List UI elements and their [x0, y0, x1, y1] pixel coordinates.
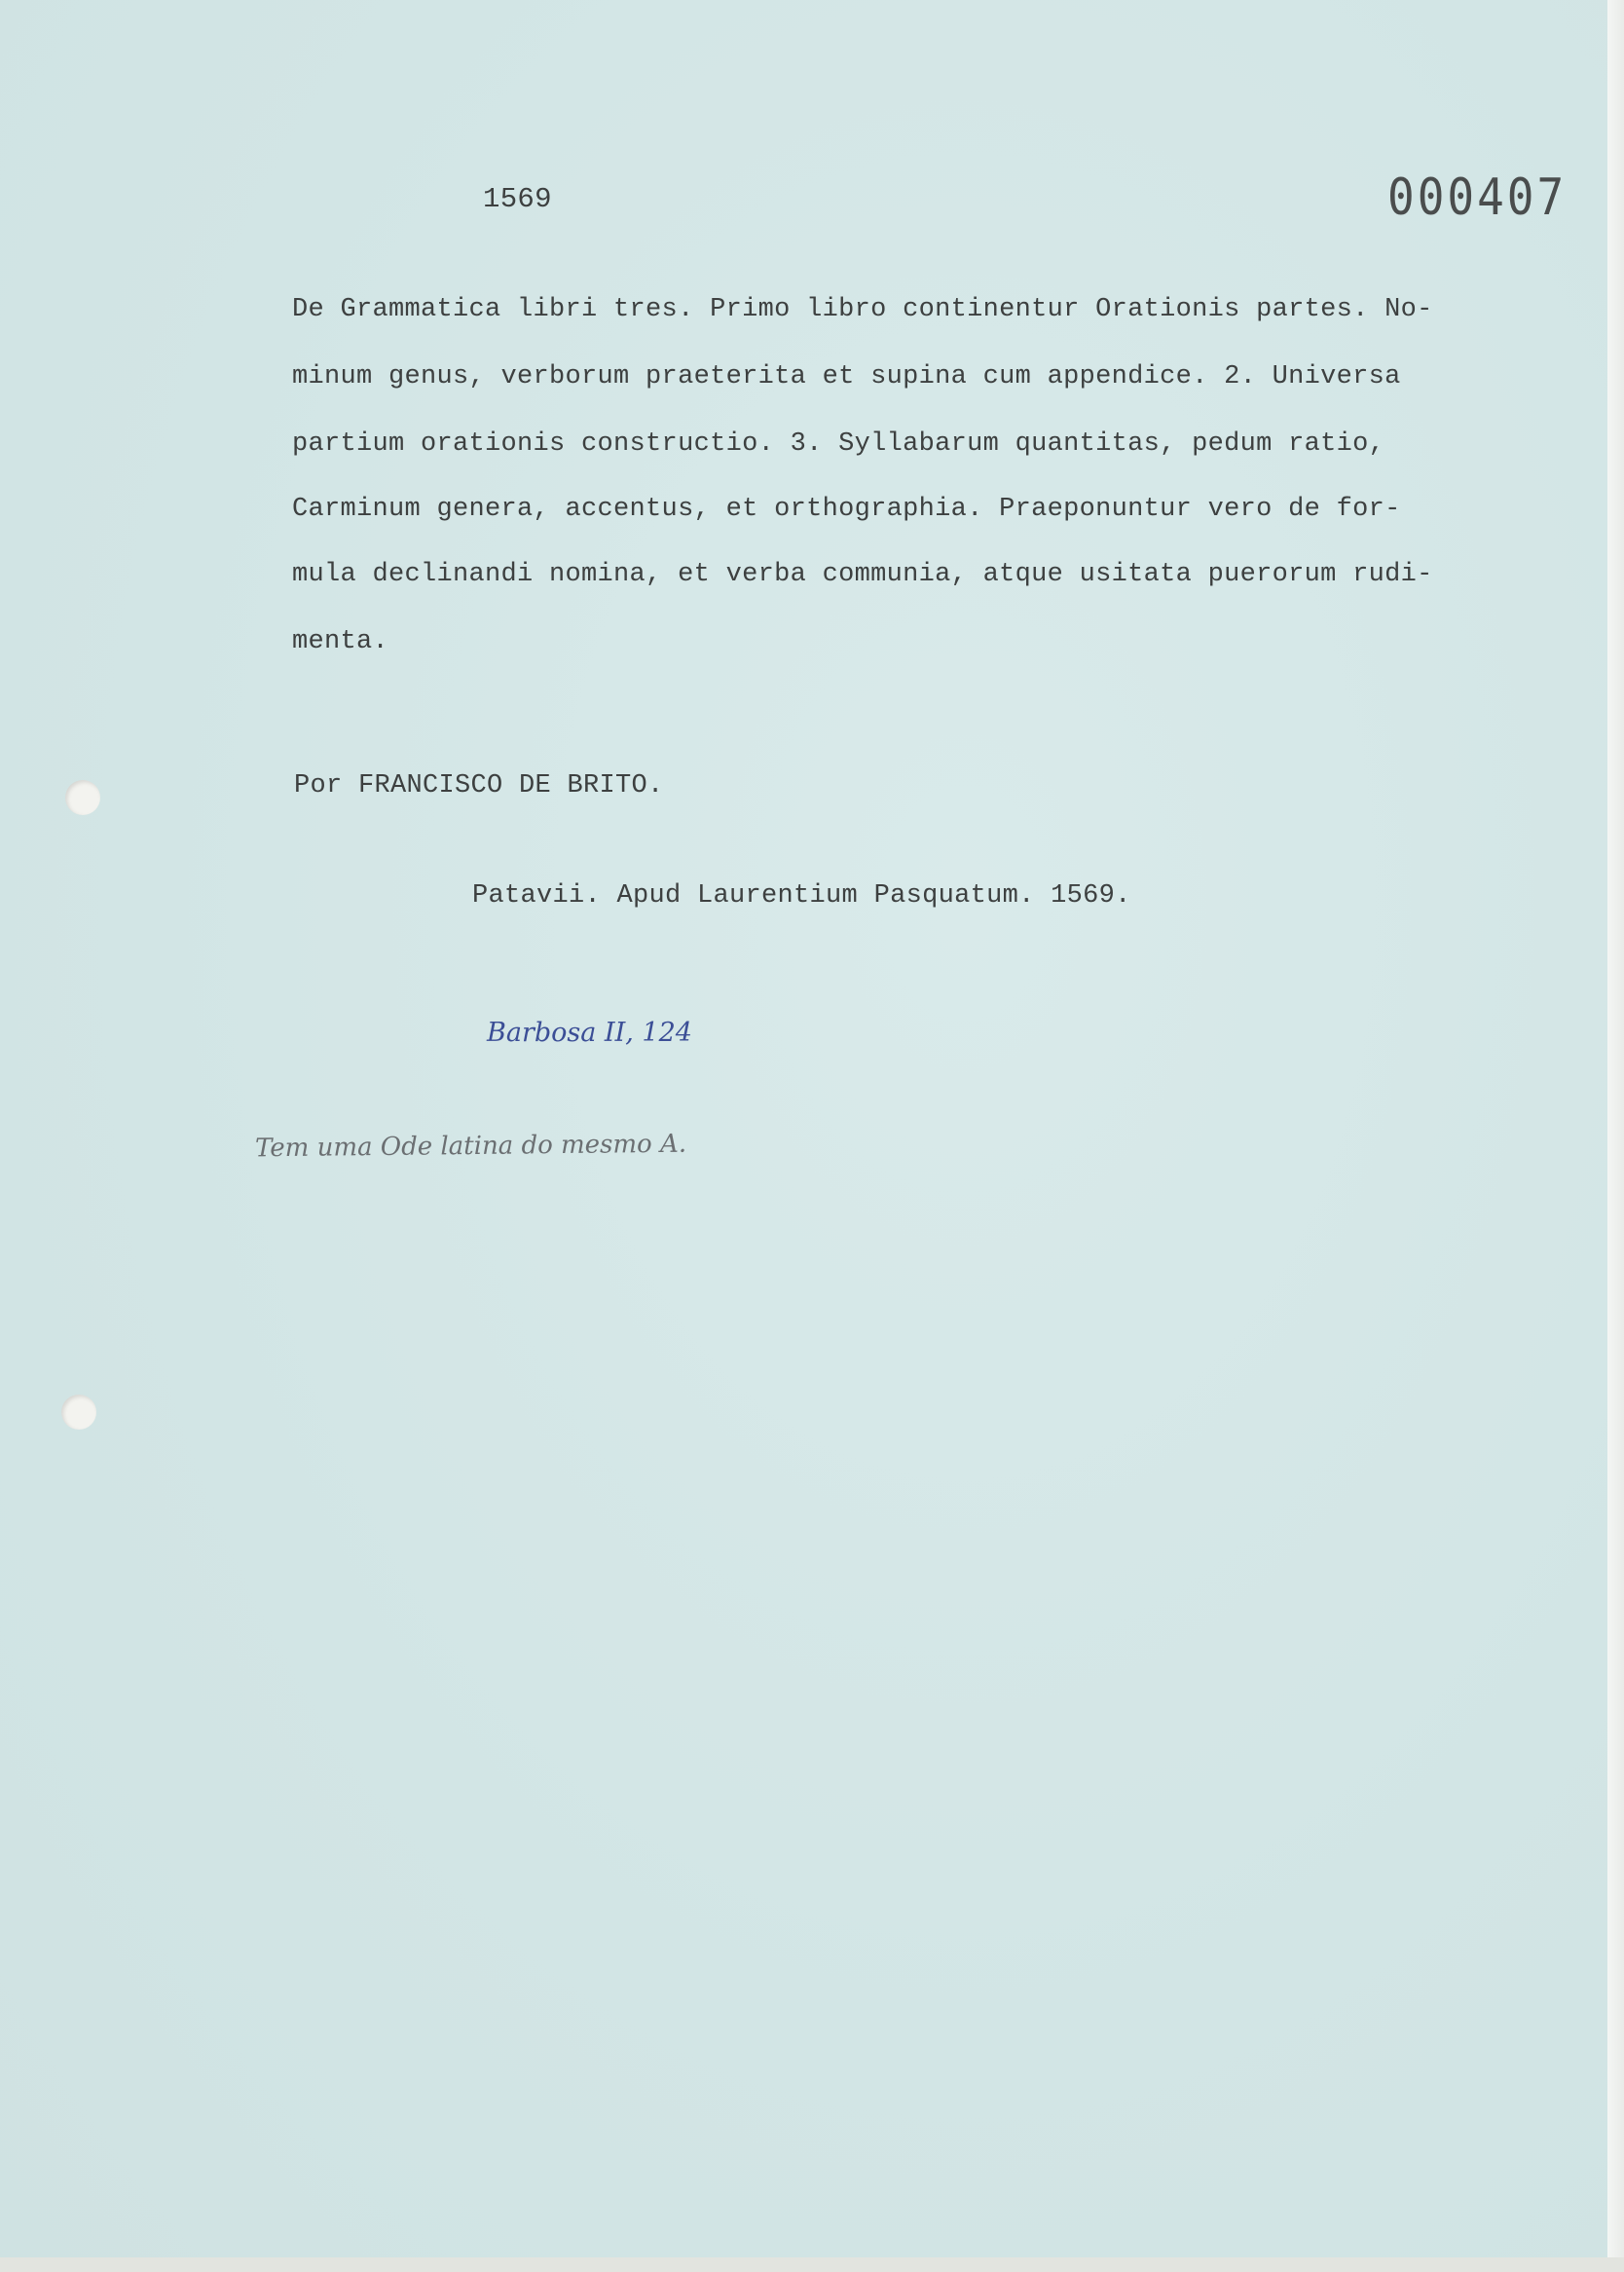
description-line: Carminum genera, accentus, et orthographia. Praeponuntur vero de for-	[292, 495, 1401, 524]
description-line: mula declinandi nomina, et verba communia, atque usitata puerorum rudi-	[292, 560, 1433, 589]
imprint-line: Patavii. Apud Laurentium Pasquatum. 1569.	[472, 881, 1131, 911]
card-year: 1569	[483, 183, 552, 215]
record-number: 000407	[1387, 168, 1568, 227]
author-line: Por FRANCISCO DE BRITO.	[294, 771, 664, 801]
scan-border-bottom	[0, 2257, 1624, 2272]
scan-border-right	[1607, 0, 1624, 2272]
description-line: De Grammatica libri tres. Primo libro continentur Orationis partes. No-	[292, 295, 1433, 324]
handwritten-reference: Barbosa II, 124	[487, 1018, 692, 1048]
description-line: minum genus, verborum praeterita et supina cum appendice. 2. Universa	[292, 362, 1401, 391]
description-line: menta.	[292, 627, 389, 656]
punch-hole	[65, 780, 100, 815]
description-line: partium orationis constructio. 3. Syllabarum quantitas, pedum ratio,	[292, 429, 1385, 459]
punch-hole	[61, 1395, 96, 1430]
handwritten-note: Tem uma Ode latina do mesmo A.	[254, 1129, 687, 1164]
